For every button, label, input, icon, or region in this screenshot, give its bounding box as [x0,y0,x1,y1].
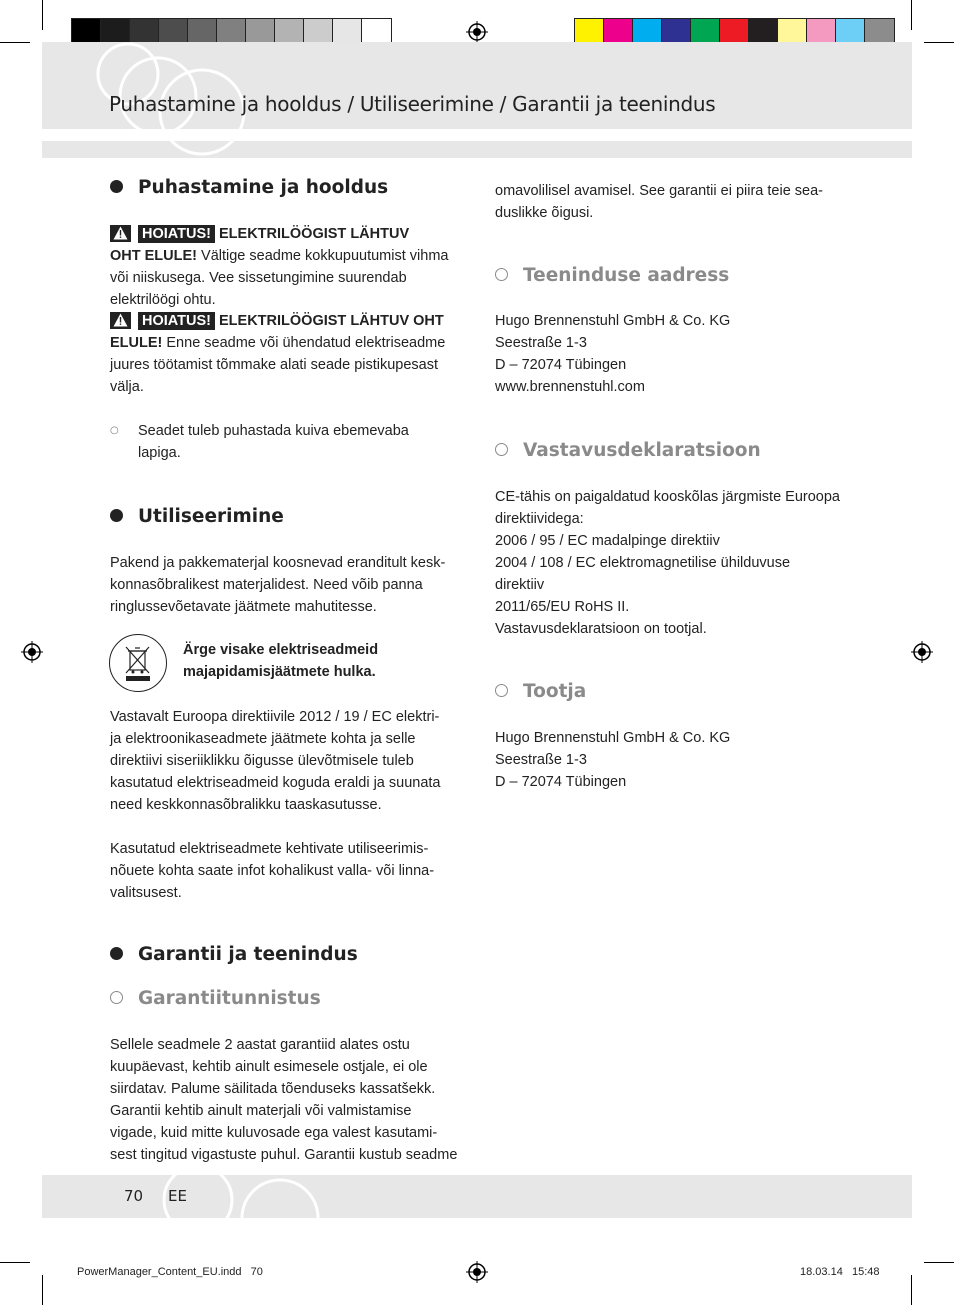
text-line: CE-tähis on paigaldatud kooskõlas järgmiste Euroopa [495,489,840,505]
text-line: direktiivi siseriiklikku õigusse ülevõtmisele tuleb [110,753,414,769]
crop-mark [911,0,912,30]
warning-title-cont: OHT ELULE! [110,248,197,264]
warning-title: ELEKTRILÖÖGIST LÄHTUV [219,226,410,242]
text-line: Vastavalt Euroopa direktiivile 2012 / 19 / EC elektri- [110,709,440,725]
text-line: ringlussevõetavate jäätmete mahutitesse. [110,599,377,615]
language-code: EE [168,1187,187,1205]
disposal-paragraph-3 [110,838,470,904]
warning-2 [110,310,470,398]
text-line: Hugo Brennenstuhl GmbH & Co. KG [495,313,731,329]
service-address [495,310,855,398]
text-line: kasutatud elektriseadmeid koguda eraldi ja suunata [110,775,441,791]
subheading-warranty-certificate: Garantiitunnistus [110,988,321,1009]
subheading-conformity: Vastavusdeklaratsioon [495,440,761,461]
text-line: kuupäevast, kehtib ainult esimesele ostjale, ei ole [110,1059,428,1075]
crop-mark [924,42,954,43]
subheading-manufacturer: Tootja [495,681,586,702]
disposal-paragraph-1 [110,552,470,618]
text-line: siirdatav. Palume säilitada tõenduseks kassatšekk. [110,1081,436,1097]
warning-badge: HOIATUS! [138,225,215,243]
warning-1 [110,223,470,311]
text-line: ja elektroonikaseadmete jäätmete kohta ja selle [110,731,416,747]
text-line: Ärge visake elektriseadmeid [183,642,379,658]
list-item-text: Seadet tuleb puhastada kuiva ebemevaba [138,423,409,439]
registration-mark-icon [21,641,43,663]
warning-text: elektrilöögi ohtu. [110,292,216,308]
manufacturer-address [495,727,855,793]
text-line: direktiividega: [495,511,584,527]
conformity-text [495,486,855,640]
list-bullet-icon: ○ [110,425,119,436]
registration-mark-icon [911,641,933,663]
cleaning-bullet [138,420,468,464]
text-line: 2004 / 108 / EC elektromagnetilise ühilduvuse [495,555,791,571]
warning-triangle-icon [110,225,131,242]
text-line: Garantii kehtib ainult materjali või valmistamise [110,1103,412,1119]
text-line: D – 72074 Tübingen [495,357,627,373]
registration-mark-icon [466,1261,488,1283]
text-line: vigade, kuid mitte kuluvosade ega valest kasutami- [110,1125,438,1141]
crop-mark [0,1262,30,1263]
text-line: Hugo Brennenstuhl GmbH & Co. KG [495,730,731,746]
text-line: duslikke õigusi. [495,205,594,221]
website-link[interactable]: www.brennenstuhl.com [495,379,645,395]
warning-text: juures töötamist tõmmake alati seade pistikupesast [110,357,439,373]
ring-bullet-icon [110,991,123,1004]
text-line: sest tingitud vigastuste puhul. Garantii kustub seadme [110,1147,458,1163]
warning-text: Enne seadme või ühendatud elektriseadme [162,335,446,351]
crop-mark [911,1275,912,1305]
text-line: Pakend ja pakkematerjal koosnevad eranditult kesk- [110,555,446,571]
ring-bullet-icon [495,268,508,281]
bullet-dot-icon [110,947,123,960]
text-line: valitsusest. [110,885,182,901]
warning-text: või niiskusega. Vee sissetungimine suurendab [110,270,407,286]
warning-text: Vältige seadme kokkupuutumist vihma [197,248,449,264]
crop-mark [42,1275,43,1305]
warranty-continued [495,180,855,224]
text-line: need keskkonnasõbralikku taaskasutusse. [110,797,382,813]
disposal-paragraph-2 [110,706,470,816]
warning-triangle-icon [110,312,131,329]
warning-text: välja. [110,379,144,395]
text-line: konnasõbralikest materjalidest. Need võib panna [110,577,423,593]
text-line: nõuete kohta saate infot kohalikust valla- või linna- [110,863,435,879]
text-line: Vastavusdeklaratsioon on tootjal. [495,621,707,637]
text-line: Seestraße 1-3 [495,335,587,351]
section-heading-disposal: Utiliseerimine [110,506,284,527]
text-line: direktiiv [495,577,545,593]
text-line: Seestraße 1-3 [495,752,587,768]
slug-timestamp: 18.03.14 15:48 [800,1266,880,1278]
text-line: omavolilisel avamisel. See garantii ei piira teie sea- [495,183,824,199]
ring-bullet-icon [495,684,508,697]
text-line: 2006 / 95 / EC madalpinge direktiiv [495,533,720,549]
warning-title: ELEKTRILÖÖGIST LÄHTUV OHT [219,313,444,329]
list-item-text: lapiga. [138,445,181,461]
subheading-service-address: Teeninduse aadress [495,265,729,286]
crop-mark [924,1262,954,1263]
crossed-bin-icon [109,634,167,692]
text-line: 2011/65/EU RoHS II. [495,599,630,615]
warranty-paragraph [110,1034,470,1166]
section-heading-cleaning: Puhastamine ja hooldus [110,177,388,198]
text-line: D – 72074 Tübingen [495,774,627,790]
bullet-dot-icon [110,509,123,522]
slug-filename: PowerManager_Content_EU.indd 70 [77,1266,263,1278]
page-title: Puhastamine ja hooldus / Utiliseerimine / Garantii ja teenindus [109,92,716,116]
crop-mark [42,0,43,30]
text-line: Sellele seadmele 2 aastat garantiid alates ostu [110,1037,410,1053]
registration-mark-icon [466,21,488,43]
warning-badge: HOIATUS! [138,312,215,330]
warning-title-cont: ELULE! [110,335,163,351]
text-line: majapidamisjäätmete hulka. [183,664,376,680]
bullet-dot-icon [110,180,123,193]
section-heading-warranty: Garantii ja teenindus [110,944,358,965]
weee-symbol [109,634,167,692]
text-line: Kasutatud elektriseadmete kehtivate utiliseerimis- [110,841,429,857]
ring-bullet-icon [495,443,508,456]
page-number: 70 [124,1187,144,1205]
weee-warning [183,639,473,683]
crop-mark [0,42,30,43]
